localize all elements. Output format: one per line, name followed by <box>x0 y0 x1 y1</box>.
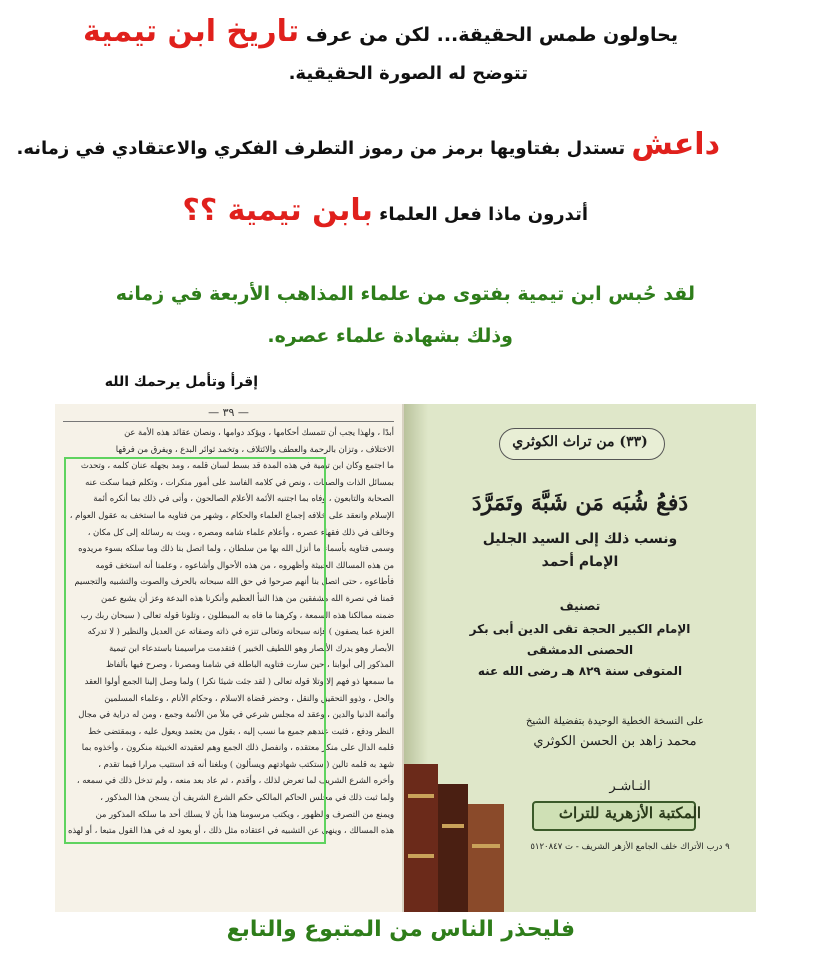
header-line-4 <box>182 193 588 228</box>
author-line-3: المتوفى سنة ٨٢٩ هـ رضى الله عنه <box>477 664 683 678</box>
page-line: هذه المسالك ، وينهى عن التشبيه في اعتقاده مثل ذلك ، أو يعود له في هذا القول متبعا ، أو لهذه <box>67 825 394 836</box>
publisher-label: النـاشـر <box>609 779 651 794</box>
green-line-1: لقد حُبس ابن تيمية بفتوى من علماء المذاهب الأربعة في زمانه <box>115 283 695 305</box>
page-line: والحل ، وذوو التحقيق والنقل ، وحضر قضاة الاسلام ، وحكام الأنام ، وعلماء المسلمين <box>104 692 394 703</box>
page-line: قلمه الدال على منكر معتقده ، وانفصل ذلك الجمع وهم لعقيدته الخبيثة منكرون ، وأخذوه بما <box>81 742 394 753</box>
page-line: الأبصار وهو يدرك الأبصار وهو اللطيف الخبير ) فتقدمت مراسيمنا باستدعاء ابن تيمية <box>109 642 394 653</box>
page-line: العزة عما يصفون ) فإنه سبحانه وتعالى تنزه في ذاته وصفاته عن العديل والنظير ( لا تدركه <box>87 626 394 637</box>
page-line: ولما ثبت ذلك في مجلس الحاكم المالكي حكم الشرع الشريف أن يسجن هذا المذكور ، <box>100 792 394 803</box>
page-line: من هذه المسالك الخبيثة وأظهروه ، من هذه الأحوال وأشاعوه ، وعلمنا أنه استخف قومه <box>95 559 394 570</box>
publisher-name: المكتبة الأزهرية للتراث <box>558 804 702 822</box>
page-line: الاختلاف ، وتزان بالرحمة والعطف والائتلاف ، وتخمد ثوائر البدع ، ويفرق من فرقها <box>115 443 394 454</box>
page-line: أبدًا ، ولهذا يجب أن تتمسك أحكامها ، ويؤكد دوامها ، ونصان عقائد هذه الأمة عن <box>124 427 394 437</box>
page-header-rule <box>63 421 394 422</box>
series-label: (٣٣) من تراث الكوثري <box>512 434 648 450</box>
caption: إقرأ وتأمل يرحمك الله <box>104 374 258 390</box>
tasnif-label: تصنيف <box>559 599 601 613</box>
subtitle-line-1: ونسب ذلك إلى السيد الجليل <box>482 531 678 547</box>
page-line: النظر ودفع ، فثبت عندهم جميع ما نسب إليه ، بقول من يعتمد ويعول عليه ، وبمقتضى خط <box>88 725 394 736</box>
header-line-2: تتوضح له الصورة الحقيقية. <box>288 63 528 84</box>
editor-name: محمد زاهد بن الحسن الكوثري <box>533 734 697 749</box>
footer-warning: فليحذر الناس من المتبوع والتابع <box>226 917 575 942</box>
page-line: شهد به قلمه تالين ( ستكتب شهادتهم ويسألون ) وبلغنا أنه قد استتيب مرارا فيما تقدم ، <box>98 758 394 769</box>
page-line: وخالف في ذلك فقهاء عصره ، وأعلام علماء شامه ومصره ، وبث به رسائله إلى كل مكان ، <box>87 526 394 537</box>
page-line: المذكور إلى أبوابنا ، حين سارت فتاويه الباطلة في شامنا ومصرنا ، وصرح فيها بألفاظ <box>106 659 394 670</box>
header-line-3-rest: تستدل بفتاويها برمز من رموز التطرف الفكري والاعتقادي في زمانه. <box>16 138 626 159</box>
ibn-taymiyya-history-highlight: تاريخ ابن تيمية <box>82 14 300 49</box>
page-line: وأخره الشرع الشريف لما تعرض لذلك ، وأقدم ، ثم عاد بعد منعه ، ولم تدخل ذلك في سمعه ، <box>76 775 394 786</box>
page-line: الصحابة والتابعون ، وفاه بما اجتنبه الأئمة الأعلام الصالحون ، وأتى في ذلك بما أنكره أئمة <box>93 493 394 504</box>
page-line: ويمنع من التصرف والظهور ، ويكتب مرسومنا هذا بأن لا يسلك أحد ما سلكه المذكور من <box>95 808 394 819</box>
page-line: ما سمعها ذو فهم إلا وتلا قوله تعالى ( لقد جئت شيئا نكرا ) ولما وصل إلينا الجمع أولوا العقد <box>84 675 394 686</box>
header-line-3 <box>16 127 720 162</box>
page-line: بمسائل الذات والصفات ، ونص في كلامه الفاسد على أمور منكرات ، وتكلم فيما سكت عنه <box>85 476 394 487</box>
page-line: قمنا في نصرة الله مشفقين من هذا النبأ العظيم وأنكرنا هذه البدعة وعز أن يشيع عمن <box>101 592 394 603</box>
book-title: دَفعُ شُبَه مَن شَبَّهَ وتَمَرَّدَ <box>471 490 689 516</box>
page-line: ضمنه ممالكنا هذه السمعة ، وكرهنا ما فاه به المبطلون ، وتلونا قوله تعالى ( سبحان ربك رب <box>80 609 394 620</box>
highlight-box <box>64 457 326 844</box>
header-line-4-prefix: أتدرون ماذا فعل العلماء <box>379 204 588 225</box>
book-page-scan <box>55 404 404 912</box>
edition-line: على النسخة الخطية الوحيدة بتفضيلة الشيخ <box>525 716 705 727</box>
green-line-2: وذلك بشهادة علماء عصره. <box>267 325 513 347</box>
ibn-taymiyya-question-highlight: بابن تيمية ؟؟ <box>182 193 373 228</box>
book-cover <box>404 404 756 912</box>
author-line-1: الإمام الكبير الحجة تقى الدين أبى بكر <box>469 622 691 636</box>
page-line: وأئمة الدنيا والدين ، وعقد له مجلس شرعي في ملأ من الأئمة وجمع ، ومن له دراية في مجال <box>78 709 394 720</box>
page-line: وسمى فتاويه بأسماء ما أنزل الله بها من سلطان ، ولما اتصل بنا ذلك وما سلكه بسوء مريدوه <box>78 543 394 554</box>
header-line-1-prefix: يحاولون طمس الحقيقة... لكن من عرف <box>305 24 678 46</box>
page-line: ما اجتمع وكان ابن تيمية في هذه المدة قد بسط لسان قلمه ، ومد بجهله عنان كلمه ، وتحدث <box>80 460 394 471</box>
header-line-1 <box>83 14 678 49</box>
page-line: الإسلام وانعقد على خلافه إجماع العلماء والحكام ، وشهر من فتاويه ما استخف به عقول العوام ، <box>69 509 394 520</box>
page-line: فأطاعوه ، حتى اتصل بنا أنهم صرحوا في حق الله سبحانه بالحرف والصوت والتشبيه والتجسيم <box>74 576 394 587</box>
book-spines-illustration <box>404 734 514 912</box>
daesh-highlight: داعش <box>631 127 720 162</box>
subtitle-line-2: الإمام أحمد <box>541 554 619 570</box>
author-line-2: الحصنى الدمشقى <box>526 643 634 657</box>
publisher-address: ٩ درب الأتراك خلف الجامع الأزهر الشريف - ت ٥١٢٠٨٤٧ <box>530 842 730 852</box>
page-number: — ٣٩ — <box>208 406 249 419</box>
